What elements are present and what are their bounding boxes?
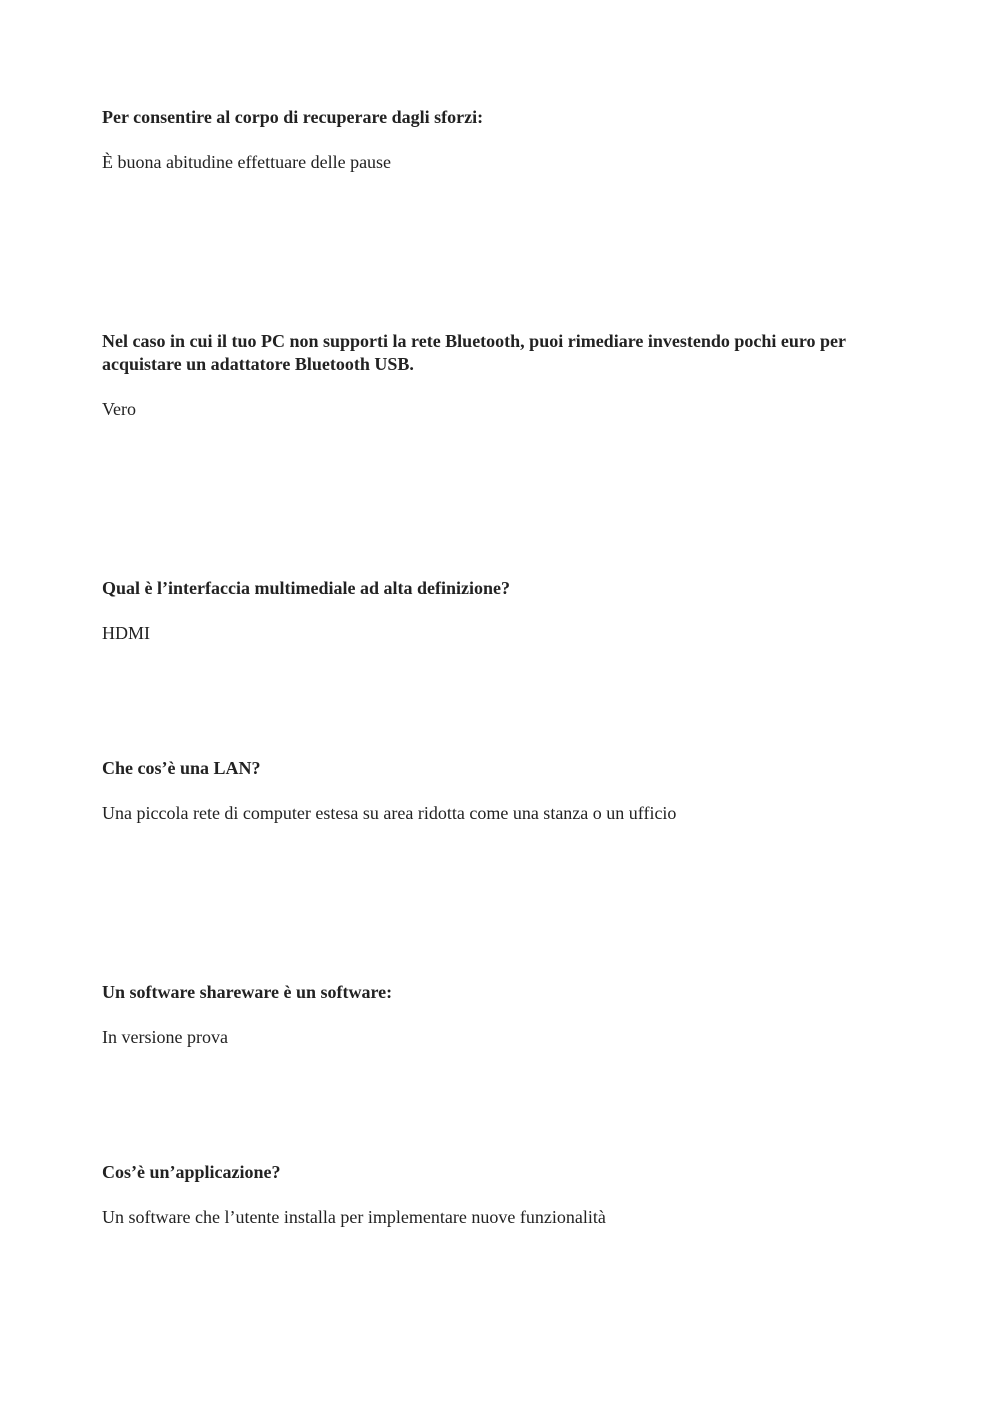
answer-text: Un software che l’utente installa per implementare nuove funzionalità [102, 1207, 606, 1227]
question-text: Nel caso in cui il tuo PC non supporti la rete Bluetooth, puoi rimediare investendo pochi euro per acquistare un adattatore Bluetooth USB. [102, 331, 846, 374]
qa-item-3 [102, 577, 892, 645]
question-text: Cos’è un’applicazione? [102, 1162, 281, 1182]
question-text: Qual è l’interfaccia multimediale ad alta definizione? [102, 578, 510, 598]
qa-item-2 [102, 330, 892, 421]
answer-text: HDMI [102, 623, 150, 643]
answer-text: È buona abitudine effettuare delle pause [102, 152, 392, 172]
qa-item-4 [102, 757, 892, 825]
answer-text: In versione prova [102, 1027, 228, 1047]
qa-item-1 [102, 106, 892, 174]
qa-item-5 [102, 981, 892, 1049]
question-text: Per consentire al corpo di recuperare dagli sforzi: [102, 107, 484, 127]
qa-item-6 [102, 1161, 892, 1229]
answer-text: Una piccola rete di computer estesa su area ridotta come una stanza o un ufficio [102, 803, 677, 823]
question-text: Un software shareware è un software: [102, 982, 393, 1002]
answer-text: Vero [102, 399, 136, 419]
question-text: Che cos’è una LAN? [102, 758, 261, 778]
